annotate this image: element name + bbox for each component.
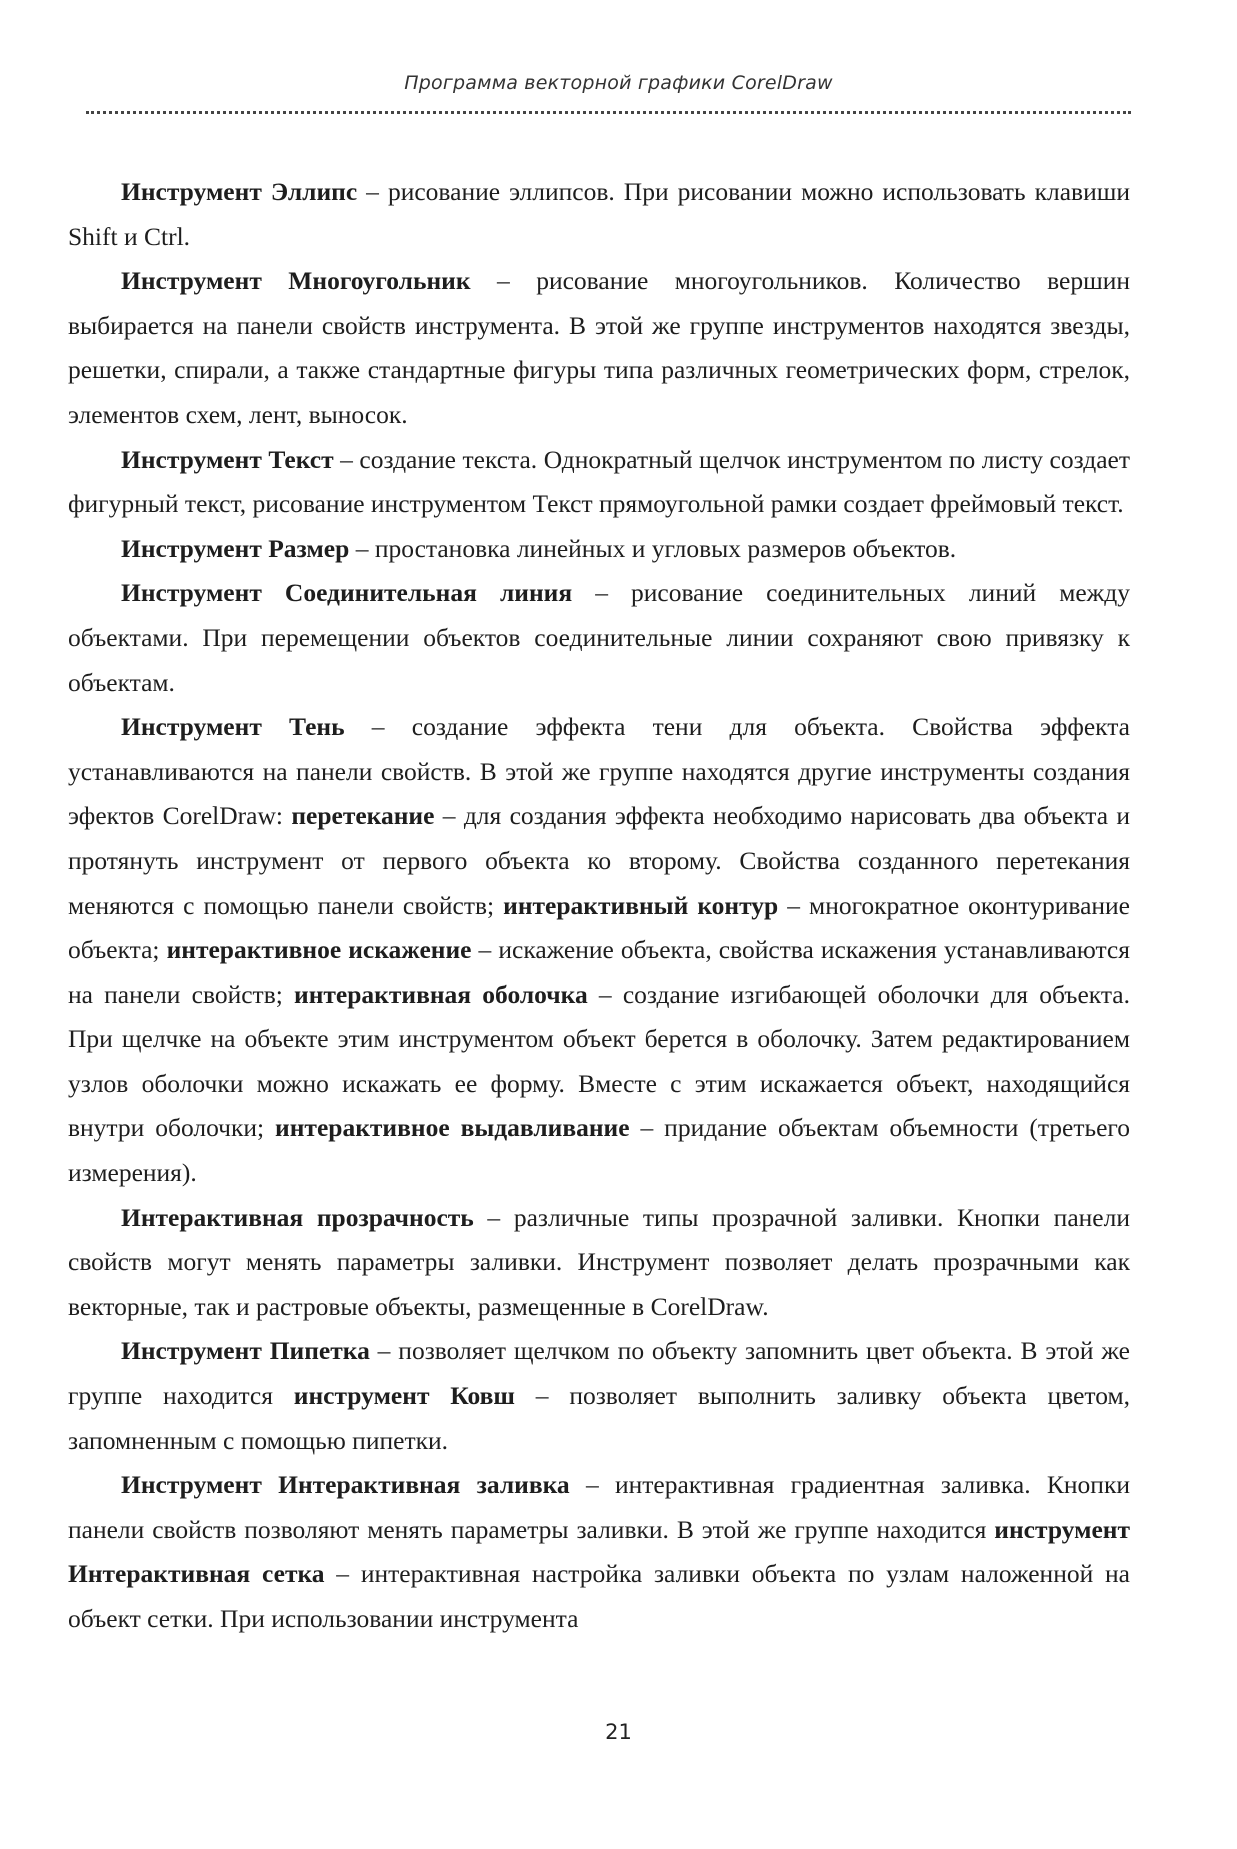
text-run: – многократное оконтуривание объекта; — [68, 890, 1130, 965]
paragraph — [68, 1463, 1130, 1641]
paragraph — [68, 1196, 1130, 1330]
paragraph — [68, 571, 1130, 705]
bold-term: интерактивный контур — [503, 890, 779, 920]
text-run: – для создания эффекта необходимо нарисовать два объекта и протянуть инструмент от первого объекта ко второму. Свойства созданного перетекания меняются с помощью панели свойств; — [68, 801, 1130, 920]
text-run: – простановка линейных и угловых размеров объектов. — [349, 533, 957, 563]
text-run: – создание изгибающей оболочки для объекта. При щелчке на объекте этим инструментом объект берется в оболочку. Затем редактированием узлов оболочки можно искажать ее форму. Вместе с этим искажается объект, находящийся внутри оболочки; — [68, 979, 1130, 1143]
paragraph — [68, 438, 1130, 527]
bold-term: интерактивное выдавливание — [275, 1113, 630, 1143]
bold-term: Инструмент Размер — [121, 533, 350, 563]
bold-term: Инструмент Интерактивная заливка — [121, 1470, 570, 1500]
text-run: – различные типы прозрачной заливки. Кнопки панели свойств могут менять параметры заливки. Инструмент позволяет делать прозрачными как векторные, так и растровые объекты, размещенные в CorelDraw. — [68, 1202, 1130, 1321]
bold-term: Инструмент Текст — [121, 444, 334, 474]
body-text — [68, 170, 1130, 1642]
text-run: – позволяет щелчком по объекту запомнить цвет объекта. В этой же группе находится — [68, 1336, 1130, 1411]
text-run: – придание объектам объемности (третьего измерения). — [68, 1113, 1131, 1188]
page-number: 21 — [605, 1720, 632, 1744]
text-run: – интерактивная настройка заливки объекта по узлам наложенной на объект сетки. При использовании инструмента — [68, 1559, 1130, 1633]
text-run: – рисование многоугольников. Количество вершин выбирается на панели свойств инструмента. В этой же группе инструментов находятся звезды, решетки, спирали, а также стандартные фигуры типа различных геометрических форм, стрелок, элементов схем, лент, выносок. — [68, 266, 1130, 429]
text-run: – рисование эллипсов. При рисовании можно использовать клавиши Shift и Ctrl. — [68, 177, 1131, 251]
running-header: Программа векторной графики CorelDraw — [404, 72, 833, 94]
text-run: – искажение объекта, свойства искажения устанавливаются на панели свойств; — [68, 935, 1130, 1009]
text-run: – создание эффекта тени для объекта. Свойства эффекта устанавливаются на панели свойств. В этой же группе находятся другие инструменты создания эфектов CorelDraw: — [68, 712, 1130, 831]
paragraph — [68, 527, 1130, 572]
text-run: – рисование соединительных линий между объектами. При перемещении объектов соединительные линии сохраняют свою привязку к объектам. — [68, 578, 1130, 697]
bold-term: Инструмент Тень — [121, 712, 345, 742]
bold-term: перетекание — [291, 801, 435, 831]
paragraph — [68, 705, 1130, 1196]
paragraph — [68, 1329, 1130, 1463]
bold-term: Интерактивная прозрачность — [121, 1202, 474, 1232]
paragraph — [68, 170, 1130, 259]
bold-term: интерактивная оболочка — [294, 979, 588, 1009]
bold-term: интерактивное искажение — [166, 935, 472, 965]
paragraph — [68, 259, 1130, 437]
bold-term: Инструмент Эллипс — [121, 177, 358, 206]
text-run: – интерактивная градиентная заливка. Кнопки панели свойств позволяют менять параметры заливки. В этой же группе находится — [68, 1470, 1130, 1544]
bold-term: Инструмент Пипетка — [121, 1336, 370, 1366]
bold-term: инструмент Интерактивная сетка — [68, 1514, 1130, 1589]
header-dotted-rule — [86, 111, 1131, 114]
text-run: – позволяет выполнить заливку объекта цветом, запомненным с помощью пипетки. — [68, 1381, 1130, 1455]
bold-term: Инструмент Соединительная линия — [121, 578, 573, 608]
bold-term: инструмент Ковш — [293, 1381, 515, 1411]
text-run: – создание текста. Однократный щелчок инструментом по листу создает фигурный текст, рисование инструментом Текст прямоугольной рамки создает фреймовый текст. — [68, 444, 1130, 519]
bold-term: Инструмент Многоугольник — [121, 266, 471, 296]
